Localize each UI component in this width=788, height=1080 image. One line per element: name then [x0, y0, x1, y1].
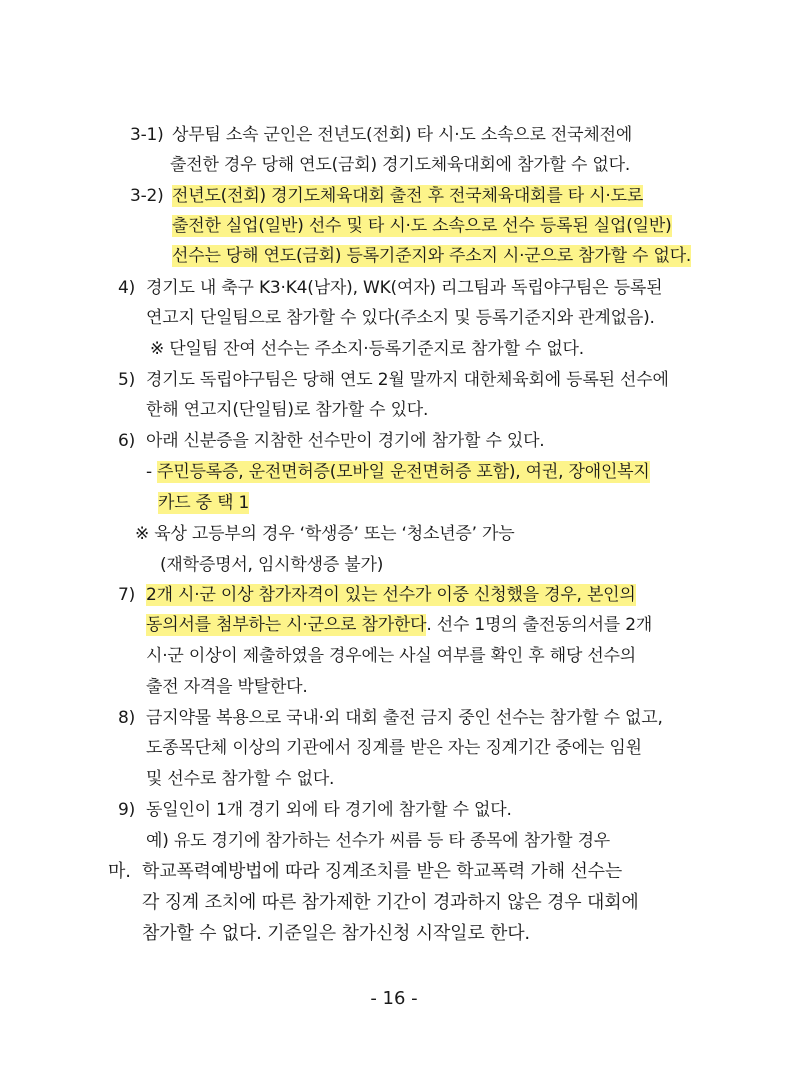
text-line [146, 612, 652, 638]
text-line [146, 367, 669, 393]
highlighted-text: 동의서를 첨부하는 시·군으로 참가한다 [146, 615, 427, 635]
item-number: 4) [118, 278, 136, 298]
text-line [142, 890, 639, 916]
highlighted-text: 선수는 당해 연도(금회) 등록기준지와 주소지 시·군으로 참가할 수 없다. [172, 246, 692, 266]
text-segment: 및 선수로 참가할 수 없다. [146, 769, 335, 789]
item-number: 3-2) [130, 186, 164, 206]
text-segment: 출전 자격을 박탈한다. [146, 677, 308, 697]
item-number: 9) [118, 800, 136, 820]
text-segment: 경기도 독립야구팀은 당해 연도 2월 말까지 대한체육회에 등록된 선수에 [146, 370, 669, 390]
text-segment: 동일인이 1개 경기 외에 타 경기에 참가할 수 없다. [146, 800, 512, 820]
item-number: 7) [118, 585, 136, 605]
text-segment: (재학증명서, 임시학생증 불가) [160, 555, 384, 575]
text-line [146, 428, 545, 454]
item-number: 5) [118, 370, 136, 390]
text-line [172, 122, 632, 148]
item-number: 6) [118, 431, 136, 451]
text-segment: 각 징계 조치에 따른 참가제한 기간이 경과하지 않은 경우 대회에 [142, 892, 639, 913]
text-line [146, 459, 650, 485]
item-number: 3-1) [130, 125, 164, 145]
text-line [146, 674, 308, 700]
text-line [160, 552, 383, 578]
text-segment: ※ 육상 고등부의 경우 ‘학생증’ 또는 ‘청소년증’ 가능 [135, 524, 515, 544]
text-line [146, 275, 662, 301]
text-line [146, 766, 334, 792]
text-line [146, 397, 428, 423]
text-segment: 경기도 내 축구 K3·K4(남자), WK(여자) 리그팀과 독립야구팀은 등록된 [146, 278, 663, 298]
text-line [172, 243, 691, 269]
text-line [135, 521, 515, 547]
text-line [142, 921, 530, 947]
text-segment: 출전한 경우 당해 연도(금회) 경기도체육대회에 참가할 수 없다. [170, 155, 631, 175]
text-segment: 금지약물 복용으로 국내·외 대회 출전 금지 중인 선수는 참가할 수 없고, [146, 708, 663, 728]
text-line [170, 152, 630, 178]
highlighted-text: 출전한 실업(일반) 선수 및 타 시·도 소속으로 선수 등록된 실업(일반) [172, 216, 672, 236]
text-segment: . 선수 1명의 출전동의서를 2개 [426, 615, 653, 635]
text-line [158, 490, 249, 516]
text-line [172, 213, 672, 239]
text-line [146, 582, 636, 608]
text-line [146, 705, 663, 731]
highlighted-text: 카드 중 택 1 [158, 493, 250, 513]
text-segment: 아래 신분증을 지참한 선수만이 경기에 참가할 수 있다. [146, 431, 545, 451]
text-segment: 상무팀 소속 군인은 전년도(전회) 타 시·도 소속으로 전국체전에 [172, 125, 633, 145]
text-line [150, 336, 584, 362]
page-number: - 16 - [370, 988, 418, 1009]
text-line [142, 859, 622, 885]
text-segment: 학교폭력예방법에 따라 징계조치를 받은 학교폭력 가해 선수는 [142, 861, 623, 882]
text-segment: 한해 연고지(단일팀)로 참가할 수 있다. [146, 400, 429, 420]
highlighted-text: 2개 시·군 이상 참가자격이 있는 선수가 이중 신청했을 경우, 본인의 [146, 585, 636, 605]
item-number: 8) [118, 708, 136, 728]
text-line [146, 828, 610, 854]
text-segment: - [146, 462, 158, 482]
text-line [146, 643, 636, 669]
highlighted-text: 주민등록증, 운전면허증(모바일 운전면허증 포함), 여권, 장애인복지 [157, 462, 650, 482]
text-segment: 연고지 단일팀으로 참가할 수 있다(주소지 및 등록기준지와 관계없음). [146, 308, 655, 328]
highlighted-text: 전년도(전회) 경기도체육대회 출전 후 전국체육대회를 타 시·도로 [172, 186, 644, 206]
text-line [172, 183, 643, 209]
text-segment: 시·군 이상이 제출하였을 경우에는 사실 여부를 확인 후 해당 선수의 [146, 646, 637, 666]
item-number: 마. [108, 861, 131, 882]
text-line [146, 305, 655, 331]
text-segment: ※ 단일팀 잔여 선수는 주소지·등록기준지로 참가할 수 없다. [150, 339, 584, 359]
text-segment: 도종목단체 이상의 기관에서 징계를 받은 자는 징계기간 중에는 임원 [146, 738, 642, 758]
text-line [146, 797, 512, 823]
text-segment: 예) 유도 경기에 참가하는 선수가 씨름 등 타 종목에 참가할 경우 [146, 831, 611, 851]
text-segment: 참가할 수 없다. 기준일은 참가신청 시작일로 한다. [142, 923, 530, 944]
text-line [146, 735, 642, 761]
